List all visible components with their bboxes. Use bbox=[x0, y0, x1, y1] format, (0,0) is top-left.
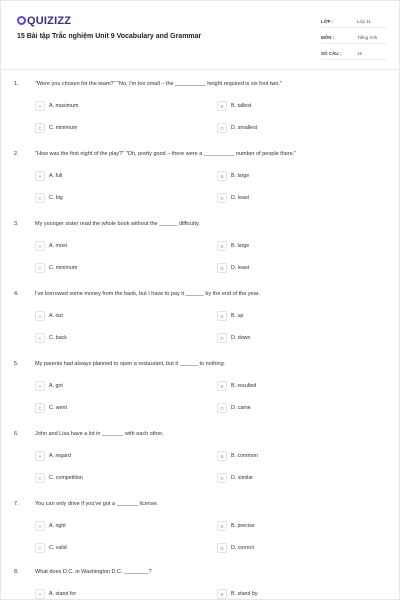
meta-value-subject: Tiếng Anh bbox=[357, 34, 378, 40]
option-text: B. large bbox=[231, 243, 250, 249]
meta-value-count: 15 bbox=[357, 50, 363, 56]
option-letter-box: B bbox=[217, 311, 227, 321]
option-letter-box: B bbox=[217, 381, 227, 391]
option-text: B. resulted bbox=[231, 383, 257, 389]
option-b[interactable] bbox=[217, 451, 258, 461]
option-letter-box: D bbox=[217, 263, 227, 273]
option-text: B. large bbox=[231, 173, 250, 179]
meta-label-count: SỐ CÂU : bbox=[321, 50, 342, 56]
question-text: What does D.C. in Washington D.C. ________? bbox=[35, 569, 152, 575]
option-text: A. right bbox=[49, 523, 66, 529]
option-text: A. regard bbox=[49, 453, 71, 459]
option-text: D. least bbox=[231, 265, 249, 271]
option-letter-box: D bbox=[217, 123, 227, 133]
option-a[interactable] bbox=[35, 311, 63, 321]
option-c[interactable] bbox=[35, 193, 63, 203]
option-d[interactable] bbox=[217, 193, 249, 203]
option-c[interactable] bbox=[35, 473, 83, 483]
meta-label-grade: LỚP : bbox=[321, 18, 334, 24]
option-letter-box: B bbox=[217, 171, 227, 181]
logo-text: QUIZIZZ bbox=[27, 15, 72, 27]
option-b[interactable] bbox=[217, 101, 251, 111]
meta-info bbox=[321, 15, 387, 63]
meta-label-subject: MÔN : bbox=[321, 34, 335, 40]
option-a[interactable] bbox=[35, 101, 78, 111]
option-d[interactable] bbox=[217, 543, 254, 553]
question-3 bbox=[1, 221, 400, 291]
option-letter-box: D bbox=[217, 193, 227, 203]
option-b[interactable] bbox=[217, 311, 243, 321]
option-text: B. tallest bbox=[231, 103, 252, 109]
option-text: A. maximum bbox=[49, 103, 79, 109]
question-6 bbox=[1, 431, 400, 501]
option-text: C. went bbox=[49, 405, 67, 411]
option-d[interactable] bbox=[217, 333, 250, 343]
option-letter-box: A bbox=[35, 521, 45, 531]
option-letter-box: B bbox=[217, 521, 227, 531]
document-title: 15 Bài tập Trắc nghiệm Unit 9 Vocabulary and Grammar bbox=[17, 33, 202, 40]
question-5 bbox=[1, 361, 400, 431]
question-text: "Were you chosen for the team?" "No, I'm too small – the __________ height required is six foot two." bbox=[35, 81, 282, 87]
question-text: My younger sister read the whole book without the ______ difficulty. bbox=[35, 221, 200, 227]
option-c[interactable] bbox=[35, 543, 67, 553]
question-1 bbox=[1, 81, 400, 151]
option-letter-box: C bbox=[35, 403, 45, 413]
question-text: My parents had always planned to open a restaurant, but it ______ to nothing. bbox=[35, 361, 226, 367]
option-text: A. got bbox=[49, 383, 63, 389]
option-b[interactable] bbox=[217, 521, 255, 531]
option-a[interactable] bbox=[35, 589, 76, 599]
question-number: 2. bbox=[14, 151, 19, 157]
option-letter-box: C bbox=[35, 123, 45, 133]
option-c[interactable] bbox=[35, 403, 67, 413]
option-letter-box: B bbox=[217, 241, 227, 251]
question-8 bbox=[1, 569, 400, 600]
header-divider bbox=[1, 69, 400, 70]
meta-row-count bbox=[321, 47, 387, 60]
option-letter-box: A bbox=[35, 101, 45, 111]
question-text: "How was the first night of the play?" "Oh, pretty good – there were a __________ number of people there." bbox=[35, 151, 297, 157]
option-letter-box: B bbox=[217, 589, 227, 599]
option-text: B. up bbox=[231, 313, 244, 319]
option-letter-box: A bbox=[35, 311, 45, 321]
quizizz-logo bbox=[17, 15, 71, 27]
question-text: You can only drive if you've got a _______ license. bbox=[35, 501, 159, 507]
option-letter-box: C bbox=[35, 543, 45, 553]
option-letter-box: D bbox=[217, 473, 227, 483]
meta-row-grade bbox=[321, 15, 387, 28]
option-letter-box: C bbox=[35, 263, 45, 273]
option-text: C. minimum bbox=[49, 125, 78, 131]
meta-value-grade: Lớp 11 bbox=[357, 18, 371, 24]
question-4 bbox=[1, 291, 400, 361]
question-7 bbox=[1, 501, 400, 571]
option-text: D. correct bbox=[231, 545, 254, 551]
option-d[interactable] bbox=[217, 123, 257, 133]
option-letter-box: B bbox=[217, 451, 227, 461]
option-letter-box: C bbox=[35, 473, 45, 483]
option-text: D. down bbox=[231, 335, 251, 341]
option-d[interactable] bbox=[217, 263, 249, 273]
question-number: 4. bbox=[14, 291, 19, 297]
option-a[interactable] bbox=[35, 451, 71, 461]
option-text: C. back bbox=[49, 335, 67, 341]
option-text: A. stand for bbox=[49, 591, 77, 597]
worksheet-header bbox=[1, 1, 400, 63]
option-text: C. competition bbox=[49, 475, 83, 481]
meta-row-subject bbox=[321, 31, 387, 44]
option-text: A. out bbox=[49, 313, 63, 319]
option-text: A. most bbox=[49, 243, 67, 249]
option-a[interactable] bbox=[35, 241, 67, 251]
logo-mark-icon bbox=[17, 16, 26, 25]
option-text: C. minimum bbox=[49, 265, 78, 271]
option-c[interactable] bbox=[35, 123, 77, 133]
option-a[interactable] bbox=[35, 381, 63, 391]
option-text: C. valid bbox=[49, 545, 67, 551]
question-text: I've borrowed some money from the bank, but I have to pay it ______ by the end of the year. bbox=[35, 291, 260, 297]
option-text: D. smallest bbox=[231, 125, 258, 131]
option-d[interactable] bbox=[217, 403, 251, 413]
question-number: 7. bbox=[14, 501, 19, 507]
option-text: C. big bbox=[49, 195, 63, 201]
option-b[interactable] bbox=[217, 381, 256, 391]
question-number: 3. bbox=[14, 221, 19, 227]
option-letter-box: A bbox=[35, 241, 45, 251]
option-letter-box: C bbox=[35, 333, 45, 343]
question-number: 1. bbox=[14, 81, 19, 87]
option-d[interactable] bbox=[217, 473, 253, 483]
option-b[interactable] bbox=[217, 589, 258, 599]
option-letter-box: A bbox=[35, 589, 45, 599]
option-letter-box: D bbox=[217, 403, 227, 413]
question-2 bbox=[1, 151, 400, 221]
option-letter-box: B bbox=[217, 101, 227, 111]
question-number: 8. bbox=[14, 569, 19, 575]
option-b[interactable] bbox=[217, 171, 249, 181]
option-letter-box: D bbox=[217, 333, 227, 343]
option-text: B. stand by bbox=[231, 591, 258, 597]
option-text: D. came bbox=[231, 405, 251, 411]
option-a[interactable] bbox=[35, 171, 62, 181]
option-letter-box: A bbox=[35, 171, 45, 181]
question-number: 6. bbox=[14, 431, 19, 437]
option-c[interactable] bbox=[35, 333, 67, 343]
option-text: B. precise bbox=[231, 523, 255, 529]
option-a[interactable] bbox=[35, 521, 66, 531]
question-text: John and Lisa have a lot in _______ with each other. bbox=[35, 431, 164, 437]
option-b[interactable] bbox=[217, 241, 249, 251]
option-letter-box: A bbox=[35, 451, 45, 461]
option-text: B. common bbox=[231, 453, 258, 459]
option-letter-box: A bbox=[35, 381, 45, 391]
option-text: D. similar bbox=[231, 475, 254, 481]
option-text: A. full bbox=[49, 173, 63, 179]
option-c[interactable] bbox=[35, 263, 77, 273]
option-text: D. least bbox=[231, 195, 249, 201]
option-letter-box: D bbox=[217, 543, 227, 553]
option-letter-box: C bbox=[35, 193, 45, 203]
question-number: 5. bbox=[14, 361, 19, 367]
